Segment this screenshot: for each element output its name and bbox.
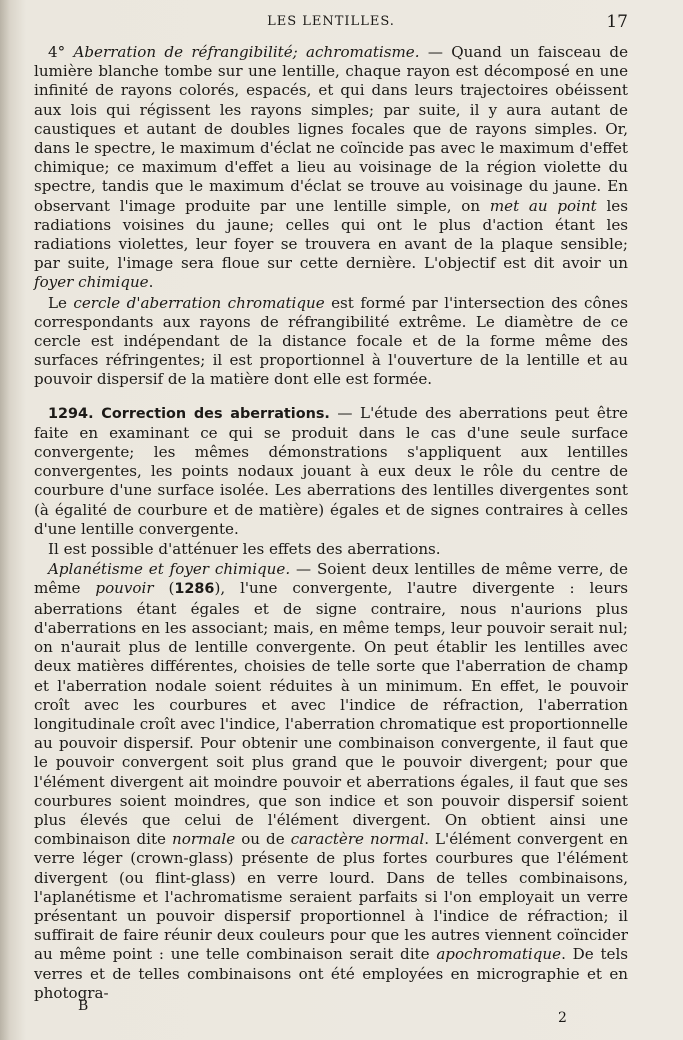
page-header — [34, 12, 628, 34]
paragraph-text: — Quand un faisceau de lumière blanche tombe sur une lentille, chaque rayon est décomposé en une infinité de rayons colorés, espacés, et qui dans leurs trajectoires obéissent aux lois qui régissent les rayons simples; par suite, il y aura autant de caustiques et autant de doubles lignes focales que de rayons simples. Or, dans le spectre, le maximum d'éclat ne coïncide pas avec le maximum d'effet chimique; ce maximum d'effet a lieu au voisinage de la région violette du spectre, tandis que le maximum d'éclat se trouve au voisinage du jaune. En observant l'image produite par une lentille simple, on — [34, 43, 629, 215]
italic-term: met au point — [489, 196, 597, 215]
paragraph-correction — [34, 404, 628, 539]
paragraph-chromatic-aberration — [34, 43, 628, 293]
paragraph-text: . De tels verres et de telles combinaisons ont été employées en micrographie et en photogra- — [34, 945, 629, 1002]
paragraph-text: ou de — [235, 830, 291, 849]
italic-term: caractère normal — [290, 830, 425, 849]
cross-reference: 1286 — [174, 581, 215, 598]
paragraph-aberration-circle — [34, 294, 628, 390]
paragraph-text: Il est possible d'atténuer les effets des aberrations. — [48, 540, 441, 559]
italic-term: cercle d'aberration chromatique — [73, 293, 325, 312]
paragraph-text: les radiations voisines du jaune; celles qui ont le plus d'action étant les radiations violettes, leur foyer se trouvera en avant de la plaque sensible; par suite, l'image sera floue sur cette dernière. L'objectif est dit avoir un — [34, 196, 628, 273]
running-head: LES LENTILLES. — [267, 14, 395, 29]
gathering-number: 2 — [558, 1010, 567, 1026]
italic-term: foyer chimique — [34, 273, 149, 292]
paragraph-attenuation — [34, 540, 628, 559]
paragraph-text: ( — [153, 579, 175, 598]
paragraph-text: Le — [48, 293, 74, 312]
paragraph-text: ), l'une convergente, l'autre divergente : leurs aberrations étant égales et de signe contraire, nous n'aurions plus d'aberrations en les associant; mais, en même temps, leur pouvoir serait nul; on n'aurait plus de lentille convergente. On peut établir les lentilles avec deux matières différentes, choisies de telle sorte que l'aberration de champ et l'aberration nodale soient réduites à un minimum. En effet, le pouvoir croît avec les courbures et avec l'indice de réfraction, l'aberration longitudinale croît avec l'indice, l'aberration chromatique est proportionnelle au pouvoir dispersif. Pour obtenir une combinaison convergente, il faut que le pouvoir convergent soit plus grand que le pouvoir divergent; pour que l'élément divergent ait moindre pouvoir et aberrations égales, il faut que ses courbures soient moindres, que son indice et son pouvoir dispersif soient plus élevés que celui de l'élément divergent. On obtient ainsi une combinaison dite — [34, 579, 629, 849]
section-title: Aplanétisme et foyer chimique. — [48, 560, 291, 579]
paragraph-text: — L'étude des aberrations peut être faite en examinant ce qui se produit dans le cas d'une seule surface convergente; les mêmes démonstrations s'appliquent aux lentilles convergentes, les points nodaux jouant à eux deux le rôle du centre de courbure d'une surface isolée. Les aberrations des lentilles divergentes sont (à égalité de courbure et de matière) égales et de signes contraires à celles d'une lentille convergente. — [34, 403, 628, 538]
page-footer — [34, 998, 628, 1028]
page-body — [34, 43, 628, 1003]
italic-term: pouvoir — [95, 579, 154, 598]
article-number: 1294 — [48, 405, 89, 422]
paragraph-text: est formé par l'intersection des cônes correspondants aux rayons de réfrangibilité extrême. Le diamètre de ce cercle est indépendant de la distance focale et de la forme même des surfaces réfringentes; il est proportionnel à l'ouverture de la lentille et au pouvoir dispersif de la matière dont elle est formée. — [34, 293, 628, 389]
paragraph-aplanetism — [34, 560, 628, 1003]
page-number: 17 — [606, 12, 628, 32]
signature-letter: B — [78, 998, 89, 1014]
italic-term: apochromatique — [436, 945, 562, 964]
paragraph-text: . — [148, 273, 154, 292]
paragraph-text: . L'élément convergent en verre léger (crown-glass) présente de plus fortes courbures que l'élément divergent (ou flint-glass) en verre lourd. Dans de telles combinaisons, l'aplanétisme et l'achromatisme seraient parfaits si l'on employait un verre présentant un pouvoir dispersif proportionnel à l'indice de réfraction; il suffirait de faire réunir deux couleurs pour que les autres viennent coïncider au même point : une telle combinaison serait dite — [34, 830, 629, 964]
italic-term: normale — [172, 830, 236, 849]
section-title: Aberration de réfrangibilité; achromatisme. — [73, 43, 420, 61]
paragraph-text: — Soient deux lentilles de même verre, de même — [34, 560, 628, 598]
article-title: . Correction des aberrations. — [88, 405, 330, 422]
section-number: 4° — [48, 43, 74, 61]
